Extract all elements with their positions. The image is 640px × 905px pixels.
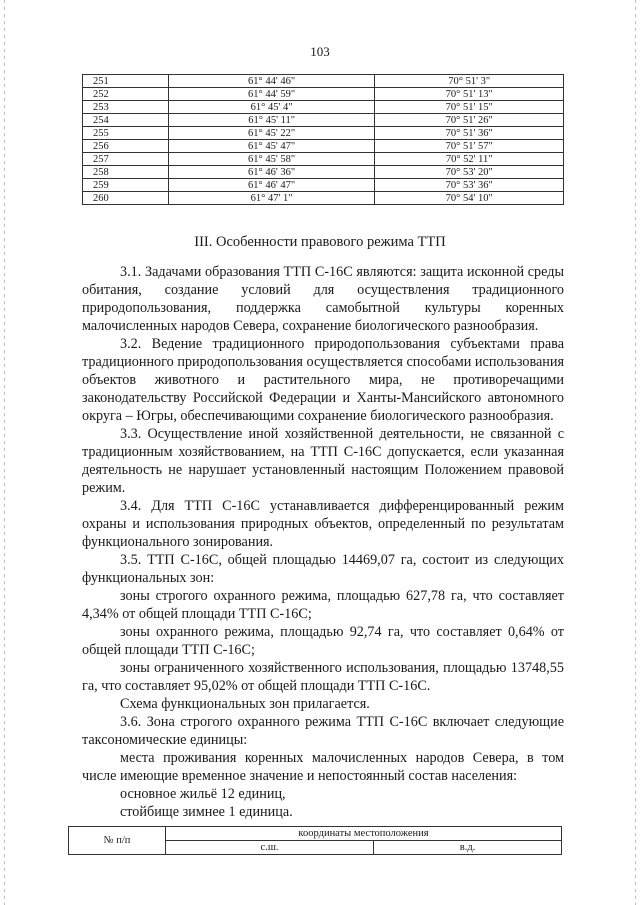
body-text bbox=[82, 263, 564, 821]
latitude-cell: 61° 47' 1" bbox=[168, 192, 375, 205]
table-row bbox=[83, 179, 564, 192]
point-number: 255 bbox=[83, 127, 169, 140]
latitude-cell: 61° 44' 46" bbox=[168, 75, 375, 88]
main-housing: основное жильё 12 единиц, bbox=[120, 786, 286, 802]
coordinates-table bbox=[82, 74, 564, 205]
longitude-cell: 70° 51' 3" bbox=[375, 75, 564, 88]
longitude-cell: 70° 51' 13" bbox=[375, 88, 564, 101]
paragraph-3-4: 3.4. Для ТТП С-16С устанавливается дифференцированный режим охраны и использования природных объектов, определенный по результатам функционального зонирования. bbox=[82, 498, 564, 550]
zone-protected: зоны охранного режима, площадью 92,74 га, что составляет 0,64% от общей площади ТТП С-16С; bbox=[82, 624, 564, 658]
point-number: 253 bbox=[83, 101, 169, 114]
residence-places: места проживания коренных малочисленных народов Севера, в том числе имеющие временное значение и непостоянный состав населения: bbox=[82, 750, 564, 784]
point-number: 257 bbox=[83, 153, 169, 166]
scheme-note: Схема функциональных зон прилагается. bbox=[120, 696, 370, 712]
longitude-cell: 70° 51' 57" bbox=[375, 140, 564, 153]
longitude-cell: 70° 51' 36" bbox=[375, 127, 564, 140]
zone-strict: зоны строгого охранного режима, площадью 627,78 га, что составляет 4,34% от общей площади ТТП С-16С; bbox=[82, 588, 564, 622]
paragraph-3-1: 3.1. Задачами образования ТТП С-16С являются: защита исконной среды обитания, создание условий для осуществления традиционного природопользования, поддержка самобытной культуры коренных малочисленных народов Севера, сохранение биологического разнообразия. bbox=[82, 264, 564, 334]
paragraph-3-3: 3.3. Осуществление иной хозяйственной деятельности, не связанной с традиционным хозяйствованием, на ТТП С-16С допускается, если указанная деятельность не нарушает установленный настоящим Положением правовой режим. bbox=[82, 426, 564, 496]
table-row bbox=[83, 153, 564, 166]
longitude-cell: 70° 53' 20" bbox=[375, 166, 564, 179]
winter-camp: стойбище зимнее 1 единица. bbox=[120, 804, 293, 820]
latitude-cell: 61° 45' 11" bbox=[168, 114, 375, 127]
table-row bbox=[83, 140, 564, 153]
table-row bbox=[83, 75, 564, 88]
page-number: 103 bbox=[310, 44, 330, 59]
point-number: 258 bbox=[83, 166, 169, 179]
table-row bbox=[83, 127, 564, 140]
point-number: 259 bbox=[83, 179, 169, 192]
longitude-cell: 70° 51' 15" bbox=[375, 101, 564, 114]
paragraph-3-2: 3.2. Ведение традиционного природопользования субъектами права традиционного природопользования осуществляется способами использования объектов животного и растительного мира, не противоречащими законодательству Российской Федерации и Ханты-Мансийского автономного округа – Югры, обеспечивающими сохранение биологического разнообразия. bbox=[82, 336, 564, 424]
coordinates-group-header: координаты местоположения bbox=[166, 827, 562, 841]
longitude-cell: 70° 52' 11" bbox=[375, 153, 564, 166]
longitude-cell: 70° 51' 26" bbox=[375, 114, 564, 127]
table-row bbox=[83, 192, 564, 205]
point-number: 256 bbox=[83, 140, 169, 153]
table-row bbox=[83, 166, 564, 179]
location-coordinates-table-header bbox=[68, 826, 562, 855]
table-row bbox=[83, 88, 564, 101]
section-title: III. Особенности правового режима ТТП bbox=[194, 234, 446, 250]
paragraph-3-5: 3.5. ТТП С-16С, общей площадью 14469,07 га, состоит из следующих функциональных зон: bbox=[82, 552, 564, 586]
point-number: 260 bbox=[83, 192, 169, 205]
latitude-header: с.ш. bbox=[166, 841, 374, 855]
paragraph-3-6: 3.6. Зона строгого охранного режима ТТП С-16С включает следующие таксономические единицы: bbox=[82, 714, 564, 748]
latitude-cell: 61° 45' 47" bbox=[168, 140, 375, 153]
latitude-cell: 61° 46' 36" bbox=[168, 166, 375, 179]
col-number-header: № п/п bbox=[69, 827, 166, 855]
longitude-cell: 70° 54' 10" bbox=[375, 192, 564, 205]
point-number: 252 bbox=[83, 88, 169, 101]
table-row bbox=[83, 114, 564, 127]
point-number: 251 bbox=[83, 75, 169, 88]
latitude-cell: 61° 46' 47" bbox=[168, 179, 375, 192]
latitude-cell: 61° 44' 59" bbox=[168, 88, 375, 101]
latitude-cell: 61° 45' 22" bbox=[168, 127, 375, 140]
scan-edge-left bbox=[4, 0, 5, 905]
longitude-cell: 70° 53' 36" bbox=[375, 179, 564, 192]
point-number: 254 bbox=[83, 114, 169, 127]
scan-edge-right bbox=[635, 0, 636, 905]
table-row bbox=[83, 101, 564, 114]
longitude-header: в.д. bbox=[374, 841, 562, 855]
latitude-cell: 61° 45' 4" bbox=[168, 101, 375, 114]
zone-limited: зоны ограниченного хозяйственного использования, площадью 13748,55 га, что составляет 95,02% от общей площади ТТП С-16С. bbox=[82, 660, 564, 694]
latitude-cell: 61° 45' 58" bbox=[168, 153, 375, 166]
